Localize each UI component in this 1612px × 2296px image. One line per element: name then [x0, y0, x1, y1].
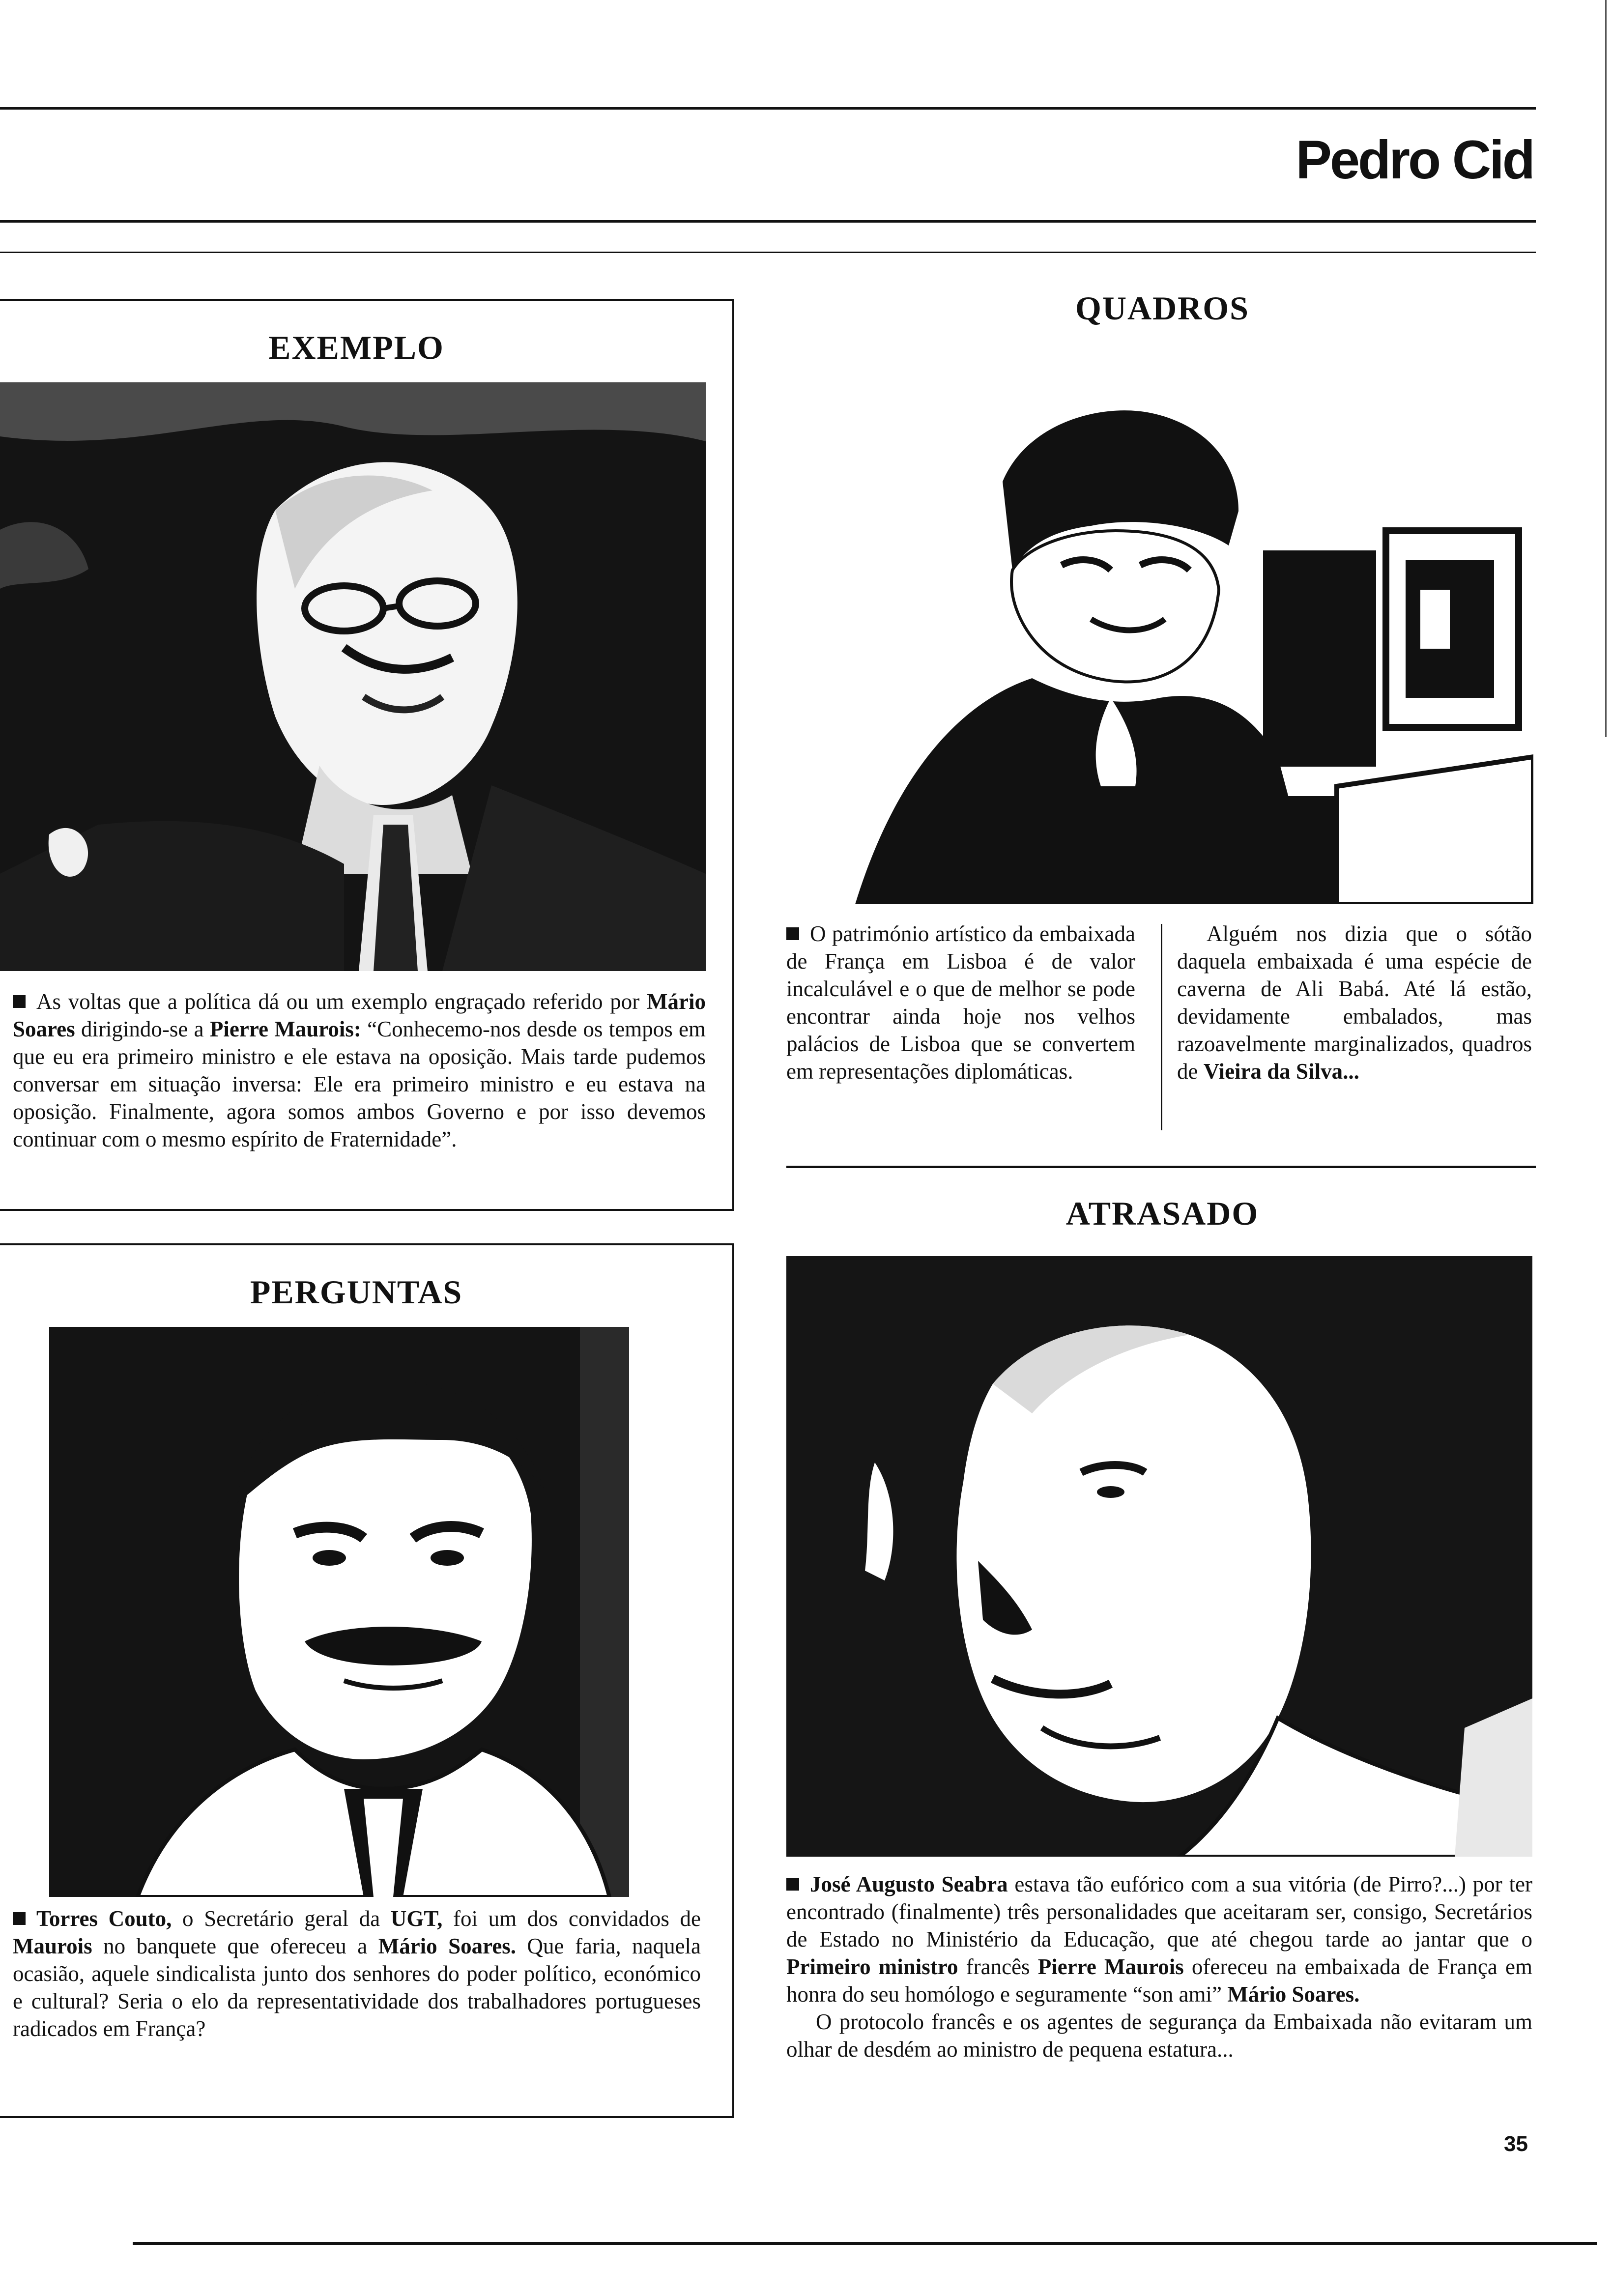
bullet-square-icon: [786, 927, 799, 940]
perguntas-name-couto: Torres Couto,: [36, 1906, 172, 1931]
perguntas-text-2: foi um dos convidados de: [442, 1906, 701, 1931]
atrasado-photo: [786, 1256, 1532, 1857]
atrasado-text-3: ofereceu na embaixada de França em honra do seu homólogo e seguramente “son ami”: [786, 1954, 1533, 2007]
perguntas-text-4: Que faria, naquela ocasião, aquele sindicalista junto dos senhores do poder político, económico e cultural? Seria o elo da representatividade dos trabalhadores portugueses radicados em França?: [13, 1934, 701, 2041]
quadros-col2: [1177, 920, 1532, 1085]
exemplo-title: EXEMPLO: [268, 329, 444, 366]
perguntas-text-1: o Secretário geral da: [172, 1906, 391, 1931]
footer-rule: [133, 2242, 1597, 2245]
perguntas-text-3: no banquete que ofereceu a: [92, 1934, 378, 1958]
woman-portrait-icon: [796, 383, 1533, 904]
man-with-moustache-icon: [49, 1327, 708, 1897]
quadros-col1-text: O património artístico da embaixada de França em Lisboa é de valor incalculável e o que de melhor se pode encontrar ainda hoje nos velhos palácios de Lisboa que se convertem em representações diplomáticas.: [786, 921, 1135, 1084]
bullet-square-icon: [786, 1878, 799, 1891]
atrasado-title: ATRASADO: [1065, 1195, 1259, 1232]
perguntas-photo: [49, 1327, 708, 1897]
exemplo-body: [13, 988, 706, 1153]
atrasado-name-soares: Mário Soares.: [1227, 1982, 1360, 2007]
exemplo-text-3: “Conhecemo-nos desde os tempos em que eu era primeiro ministro e ele estava na oposição. Mais tarde pudemos conversar em situação inversa: Ele era primeiro ministro e eu estava na oposição. Finalmente, agora somos ambos Governo e por isso devemos continuar com o mesmo espírito de Fraternidade”.: [13, 1017, 706, 1151]
exemplo-text-1: As voltas que a política dá ou um exemplo engraçado referido por: [36, 989, 647, 1014]
atrasado-body: [786, 1870, 1532, 2063]
exemplo-text-2: dirigindo-se a: [75, 1017, 210, 1041]
perguntas-name-maurois: Maurois: [13, 1934, 92, 1958]
bullet-square-icon: [13, 1912, 26, 1925]
bullet-square-icon: [13, 995, 26, 1008]
quadros-col2-text: Alguém nos dizia que o sótão daquela embaixada é uma espécie de caverna de Ali Babá. Até lá estão, devidamente embalados, mas razoavelmente marginalizados, quadros de: [1177, 921, 1532, 1084]
exemplo-photo: [0, 382, 706, 971]
atrasado-text-1: estava tão eufórico com a sua vitória (de Pirro?...) por ter encontrado (finalmente) três personalidades que aceitaram ser, consigo, Secretários de Estado no Ministério da Educação, que até chegou tarde ao jantar que o: [786, 1872, 1532, 1952]
right-margin-line: [1605, 0, 1607, 737]
bald-man-profile-icon: [786, 1256, 1532, 1857]
quadros-column-divider: [1161, 924, 1162, 1130]
perguntas-body: [13, 1905, 701, 2042]
header-bottom-rule: [0, 220, 1536, 223]
perguntas-name-soares: Mário Soares.: [378, 1934, 517, 1958]
header-top-rule: [0, 107, 1536, 110]
page-number: 35: [1504, 2132, 1528, 2156]
perguntas-title: PERGUNTAS: [250, 1273, 463, 1311]
exemplo-name-maurois: Pierre Maurois:: [209, 1017, 361, 1041]
perguntas-name-ugt: UGT,: [390, 1906, 443, 1931]
quadros-col1: [786, 920, 1135, 1085]
atrasado-name-primeiro-ministro: Primeiro ministro: [786, 1954, 958, 1979]
atrasado-paragraph-2: O protocolo francês e os agentes de segurança da Embaixada não evitaram um olhar de desdém ao ministro de pequena estatura...: [786, 2009, 1532, 2062]
quadros-title: QUADROS: [1075, 289, 1250, 327]
byline: Pedro Cid: [1295, 130, 1533, 190]
exemplo-name-soares: Mário Soares: [13, 989, 706, 1041]
atrasado-name-maurois: Pierre Maurois: [1037, 1954, 1184, 1979]
quadros-name-vieira: Vieira da Silva...: [1203, 1059, 1359, 1084]
atrasado-name-seabra: José Augusto Seabra: [810, 1872, 1008, 1896]
atrasado-text-2: francês: [958, 1954, 1038, 1979]
header-thin-rule: [0, 252, 1536, 253]
quadros-photo: [796, 383, 1533, 904]
man-with-glasses-icon: [0, 382, 706, 971]
quadros-bottom-rule: [786, 1166, 1536, 1168]
